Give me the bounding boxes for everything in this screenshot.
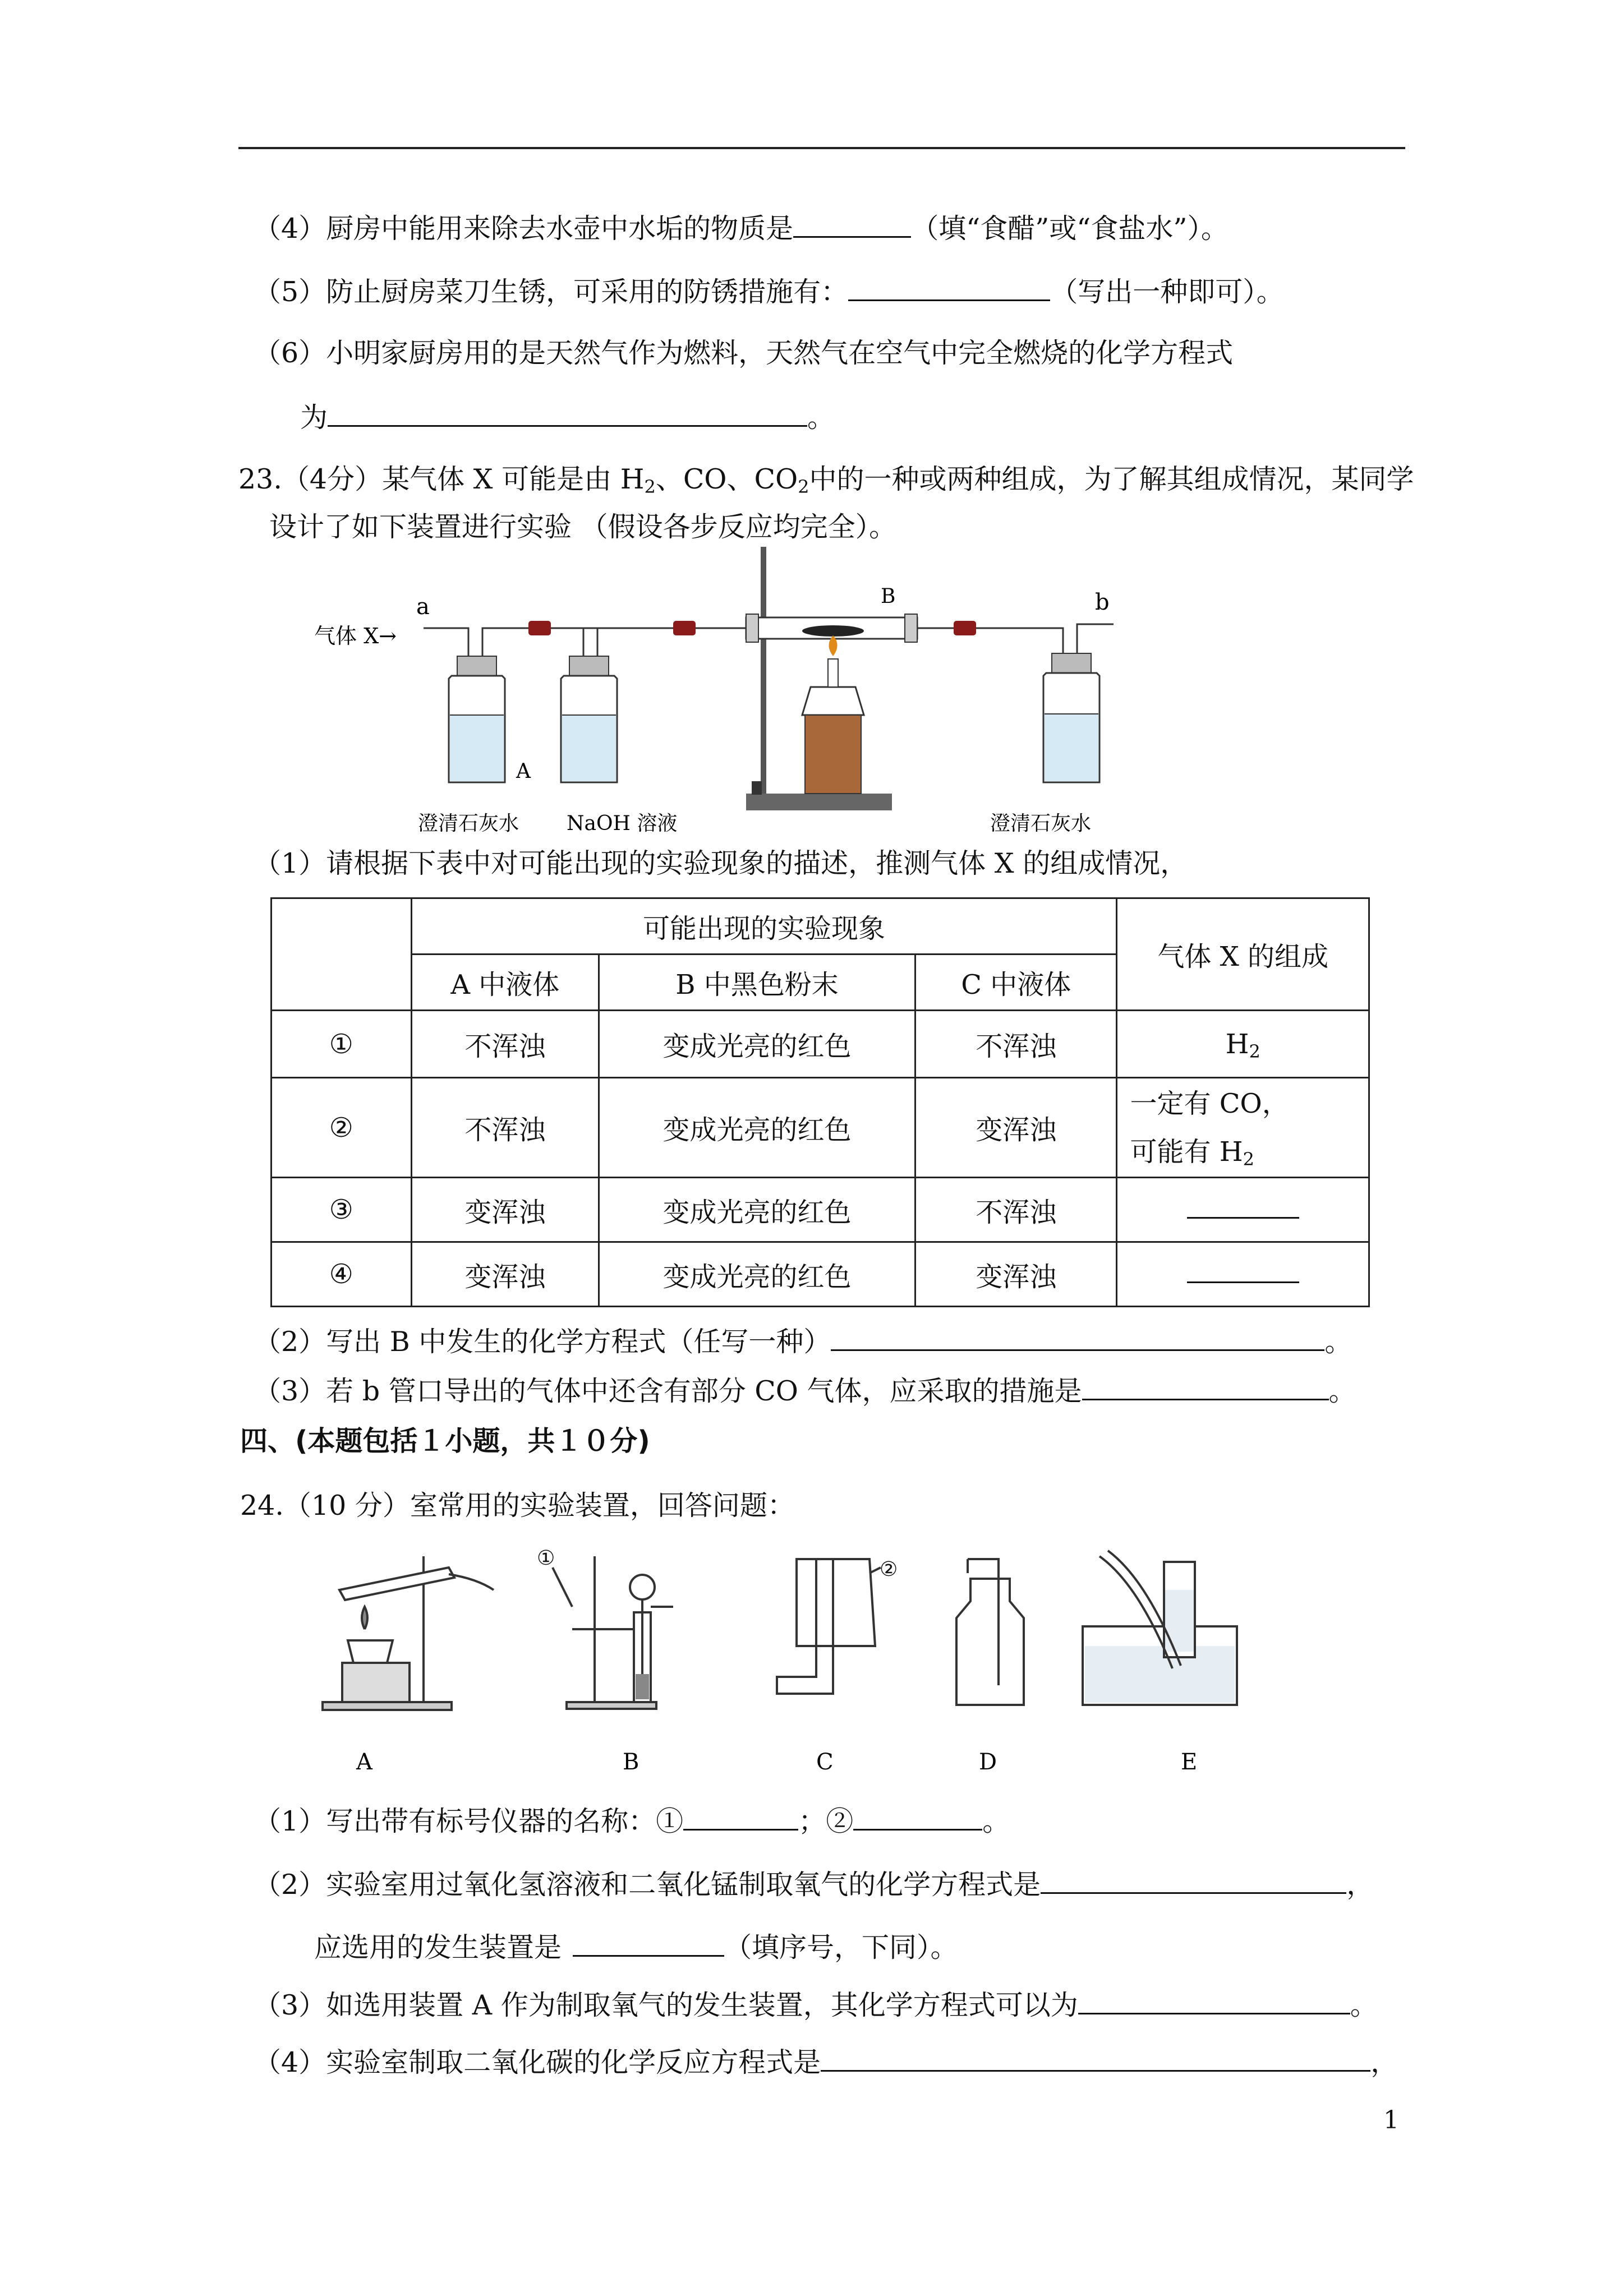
table-corner: [272, 898, 412, 1011]
q24-item-4-end: ，: [1370, 2046, 1398, 2078]
composition-text: H: [1225, 1028, 1249, 1060]
q23-intro-part: 中的一种或两种组成，为了解其组成情况，某同学: [809, 463, 1414, 495]
q23-intro: [238, 463, 1414, 496]
limewater-a-label: 澄清石灰水: [418, 812, 519, 835]
table-row: [272, 1011, 1369, 1078]
table-header-observations: 可能出现的实验现象: [411, 898, 1117, 955]
answer-blank[interactable]: [1078, 1987, 1350, 2014]
q23-item-2-text: （2）写出 B 中发生的化学方程式（任写一种）: [254, 1326, 831, 1358]
apparatus-b: [537, 1547, 673, 1709]
answer-blank[interactable]: [831, 1324, 1324, 1351]
limewater-c-label: 澄清石灰水: [990, 812, 1092, 835]
q22-item-6-text: （6）小明家厨房用的是天然气作为燃料，天然气在空气中完全燃烧的化学方程式: [254, 337, 1234, 369]
observation-table: [270, 897, 1370, 1307]
table-row: [272, 1178, 1369, 1242]
table-header-a: A 中液体: [411, 955, 599, 1011]
q23-intro-part: 、CO、CO: [655, 463, 798, 495]
q22-item-6-end: 。: [807, 402, 835, 434]
table-row: [272, 1242, 1369, 1307]
subscript: 2: [1243, 1148, 1254, 1170]
q22-item-6-prefix: 为: [300, 402, 328, 434]
q24-item-3-end: 。: [1350, 1989, 1378, 2021]
answer-blank[interactable]: [853, 1803, 982, 1831]
q24-item-1-sep: ；②: [798, 1805, 854, 1837]
mark-1: ①: [537, 1547, 555, 1570]
cell-b: 变成光亮的红色: [599, 1178, 915, 1242]
q24-item-1-end: 。: [982, 1805, 1010, 1837]
q23-intro-part: 23.（4分）某气体 X 可能是由 H: [238, 463, 645, 495]
q24-item-2-cont-hint: （填序号，下同）。: [724, 1931, 958, 1963]
q24-intro-text: 24.（10 分）室常用的实验装置，回答问题：: [240, 1490, 795, 1522]
apparatus-e: [1083, 1551, 1237, 1705]
answer-blank[interactable]: [683, 1803, 798, 1831]
q22-item-4: [254, 210, 1229, 246]
q24-item-4: [254, 2044, 1398, 2080]
apparatus-a-label: A: [356, 1749, 372, 1775]
apparatus-d-label: D: [979, 1749, 997, 1775]
q24-item-2-end: ，: [1346, 1869, 1374, 1901]
wash-bottle-c: [1043, 653, 1099, 782]
row-number: ①: [272, 1011, 412, 1078]
q22-item-4-hint: （填“食醋”或“食盐水”）。: [911, 213, 1229, 245]
q24-item-3: [254, 1987, 1378, 2022]
q23-item-3: [254, 1373, 1356, 1408]
section-four-heading: [240, 1424, 650, 1458]
lab-apparatus-figure: [309, 1534, 1374, 1781]
cell-a: 变浑浊: [411, 1178, 599, 1242]
q22-item-4-text: （4）厨房中能用来除去水壶中水垢的物质是: [254, 213, 794, 245]
page-number: 1: [1383, 2106, 1399, 2134]
table-row: [272, 1078, 1369, 1178]
subscript: 2: [798, 476, 809, 497]
answer-blank[interactable]: [1187, 1200, 1299, 1219]
answer-blank[interactable]: [821, 2044, 1370, 2072]
apparatus-a: [323, 1556, 494, 1710]
mark-2: ②: [880, 1558, 898, 1581]
table-header-c: C 中液体: [915, 955, 1117, 1011]
q22-item-5-text: （5）防止厨房菜刀生锈，可采用的防锈措施有：: [254, 276, 849, 308]
q23-item-2: [254, 1324, 1352, 1359]
q24-item-3-text: （3）如选用装置 A 作为制取氧气的发生装置，其化学方程式可以为: [254, 1989, 1078, 2021]
inlet-a-label: a: [416, 594, 430, 620]
apparatus-d: [956, 1559, 1024, 1705]
cell-c: 不浑浊: [915, 1178, 1117, 1242]
answer-blank[interactable]: [1041, 1866, 1346, 1894]
subscript: 2: [1249, 1040, 1260, 1062]
q23-item-1-text: （1）请根据下表中对可能出现的实验现象的描述，推测气体 X 的组成情况，: [254, 847, 1188, 879]
q22-item-6-answer: [300, 399, 835, 435]
cell-b: 变成光亮的红色: [599, 1078, 915, 1178]
apparatus-c-label: C: [816, 1749, 834, 1775]
cell-b: 变成光亮的红色: [599, 1011, 915, 1078]
alcohol-lamp: [802, 635, 864, 794]
header-rule: [238, 147, 1405, 149]
table-header-b: B 中黑色粉末: [599, 955, 915, 1011]
tube-b-label: B: [881, 585, 896, 608]
q24-item-2-cont-text: 应选用的发生装置是: [314, 1931, 562, 1963]
q24-item-1-text: （1）写出带有标号仪器的名称：①: [254, 1805, 684, 1837]
answer-blank[interactable]: [848, 274, 1050, 301]
bottle-a-label: A: [516, 760, 531, 783]
wash-bottle-a: [449, 656, 505, 782]
cell-c: 不浑浊: [915, 1011, 1117, 1078]
cell-a: 不浑浊: [411, 1011, 599, 1078]
gas-apparatus-diagram: [303, 547, 1144, 844]
q22-item-5-hint: （写出一种即可）。: [1050, 276, 1284, 308]
composition-text: 一定有 CO，: [1130, 1087, 1289, 1119]
q23-item-1: [254, 847, 1188, 880]
gas-x-label: 气体 X→: [314, 624, 397, 648]
q22-item-5: [254, 274, 1284, 309]
apparatus-b-label: B: [623, 1749, 640, 1775]
answer-blank[interactable]: [793, 210, 911, 238]
q23-intro-text: 设计了如下装置进行实验 （假设各步反应均完全）。: [269, 511, 897, 543]
outlet-b-label: b: [1095, 589, 1110, 615]
apparatus-c: [777, 1558, 898, 1694]
q24-item-2-cont: [314, 1929, 958, 1965]
cell-c: 变浑浊: [915, 1242, 1117, 1307]
composition-text: 可能有 H: [1130, 1136, 1243, 1168]
wash-bottle-naoh: [561, 656, 617, 782]
q23-item-2-end: 。: [1324, 1326, 1352, 1358]
subscript: 2: [644, 476, 656, 497]
cell-a: 变浑浊: [411, 1242, 599, 1307]
cell-composition: [1117, 1011, 1369, 1078]
q23-item-3-end: 。: [1328, 1375, 1356, 1407]
cell-composition: [1117, 1078, 1369, 1178]
answer-blank[interactable]: [573, 1929, 724, 1957]
q24-item-4-text: （4）实验室制取二氧化碳的化学反应方程式是: [254, 2046, 821, 2078]
row-number: ②: [272, 1078, 412, 1178]
q22-item-6: [254, 336, 1233, 370]
cell-b: 变成光亮的红色: [599, 1242, 915, 1307]
table-header-composition: 气体 X 的组成: [1117, 898, 1369, 1011]
q24-item-1: [254, 1803, 1010, 1838]
cell-composition: [1117, 1178, 1369, 1242]
q23-intro-2: [269, 510, 896, 544]
row-number: ④: [272, 1242, 412, 1307]
answer-blank[interactable]: [328, 399, 807, 427]
answer-blank[interactable]: [1187, 1265, 1299, 1283]
cell-composition: [1117, 1242, 1369, 1307]
cell-c: 变浑浊: [915, 1078, 1117, 1178]
apparatus-e-label: E: [1181, 1749, 1198, 1775]
cell-a: 不浑浊: [411, 1078, 599, 1178]
section-four-text: 四、(本题包括１小题，共１０分): [240, 1425, 650, 1457]
q24-intro: [240, 1489, 795, 1523]
q24-item-2-text: （2）实验室用过氧化氢溶液和二氧化锰制取氧气的化学方程式是: [254, 1869, 1041, 1901]
naoh-label: NaOH 溶液: [567, 812, 678, 835]
q24-item-2: [254, 1866, 1374, 1902]
row-number: ③: [272, 1178, 412, 1242]
q23-item-3-text: （3）若 b 管口导出的气体中还含有部分 CO 气体，应采取的措施是: [254, 1375, 1082, 1407]
answer-blank[interactable]: [1082, 1373, 1329, 1400]
